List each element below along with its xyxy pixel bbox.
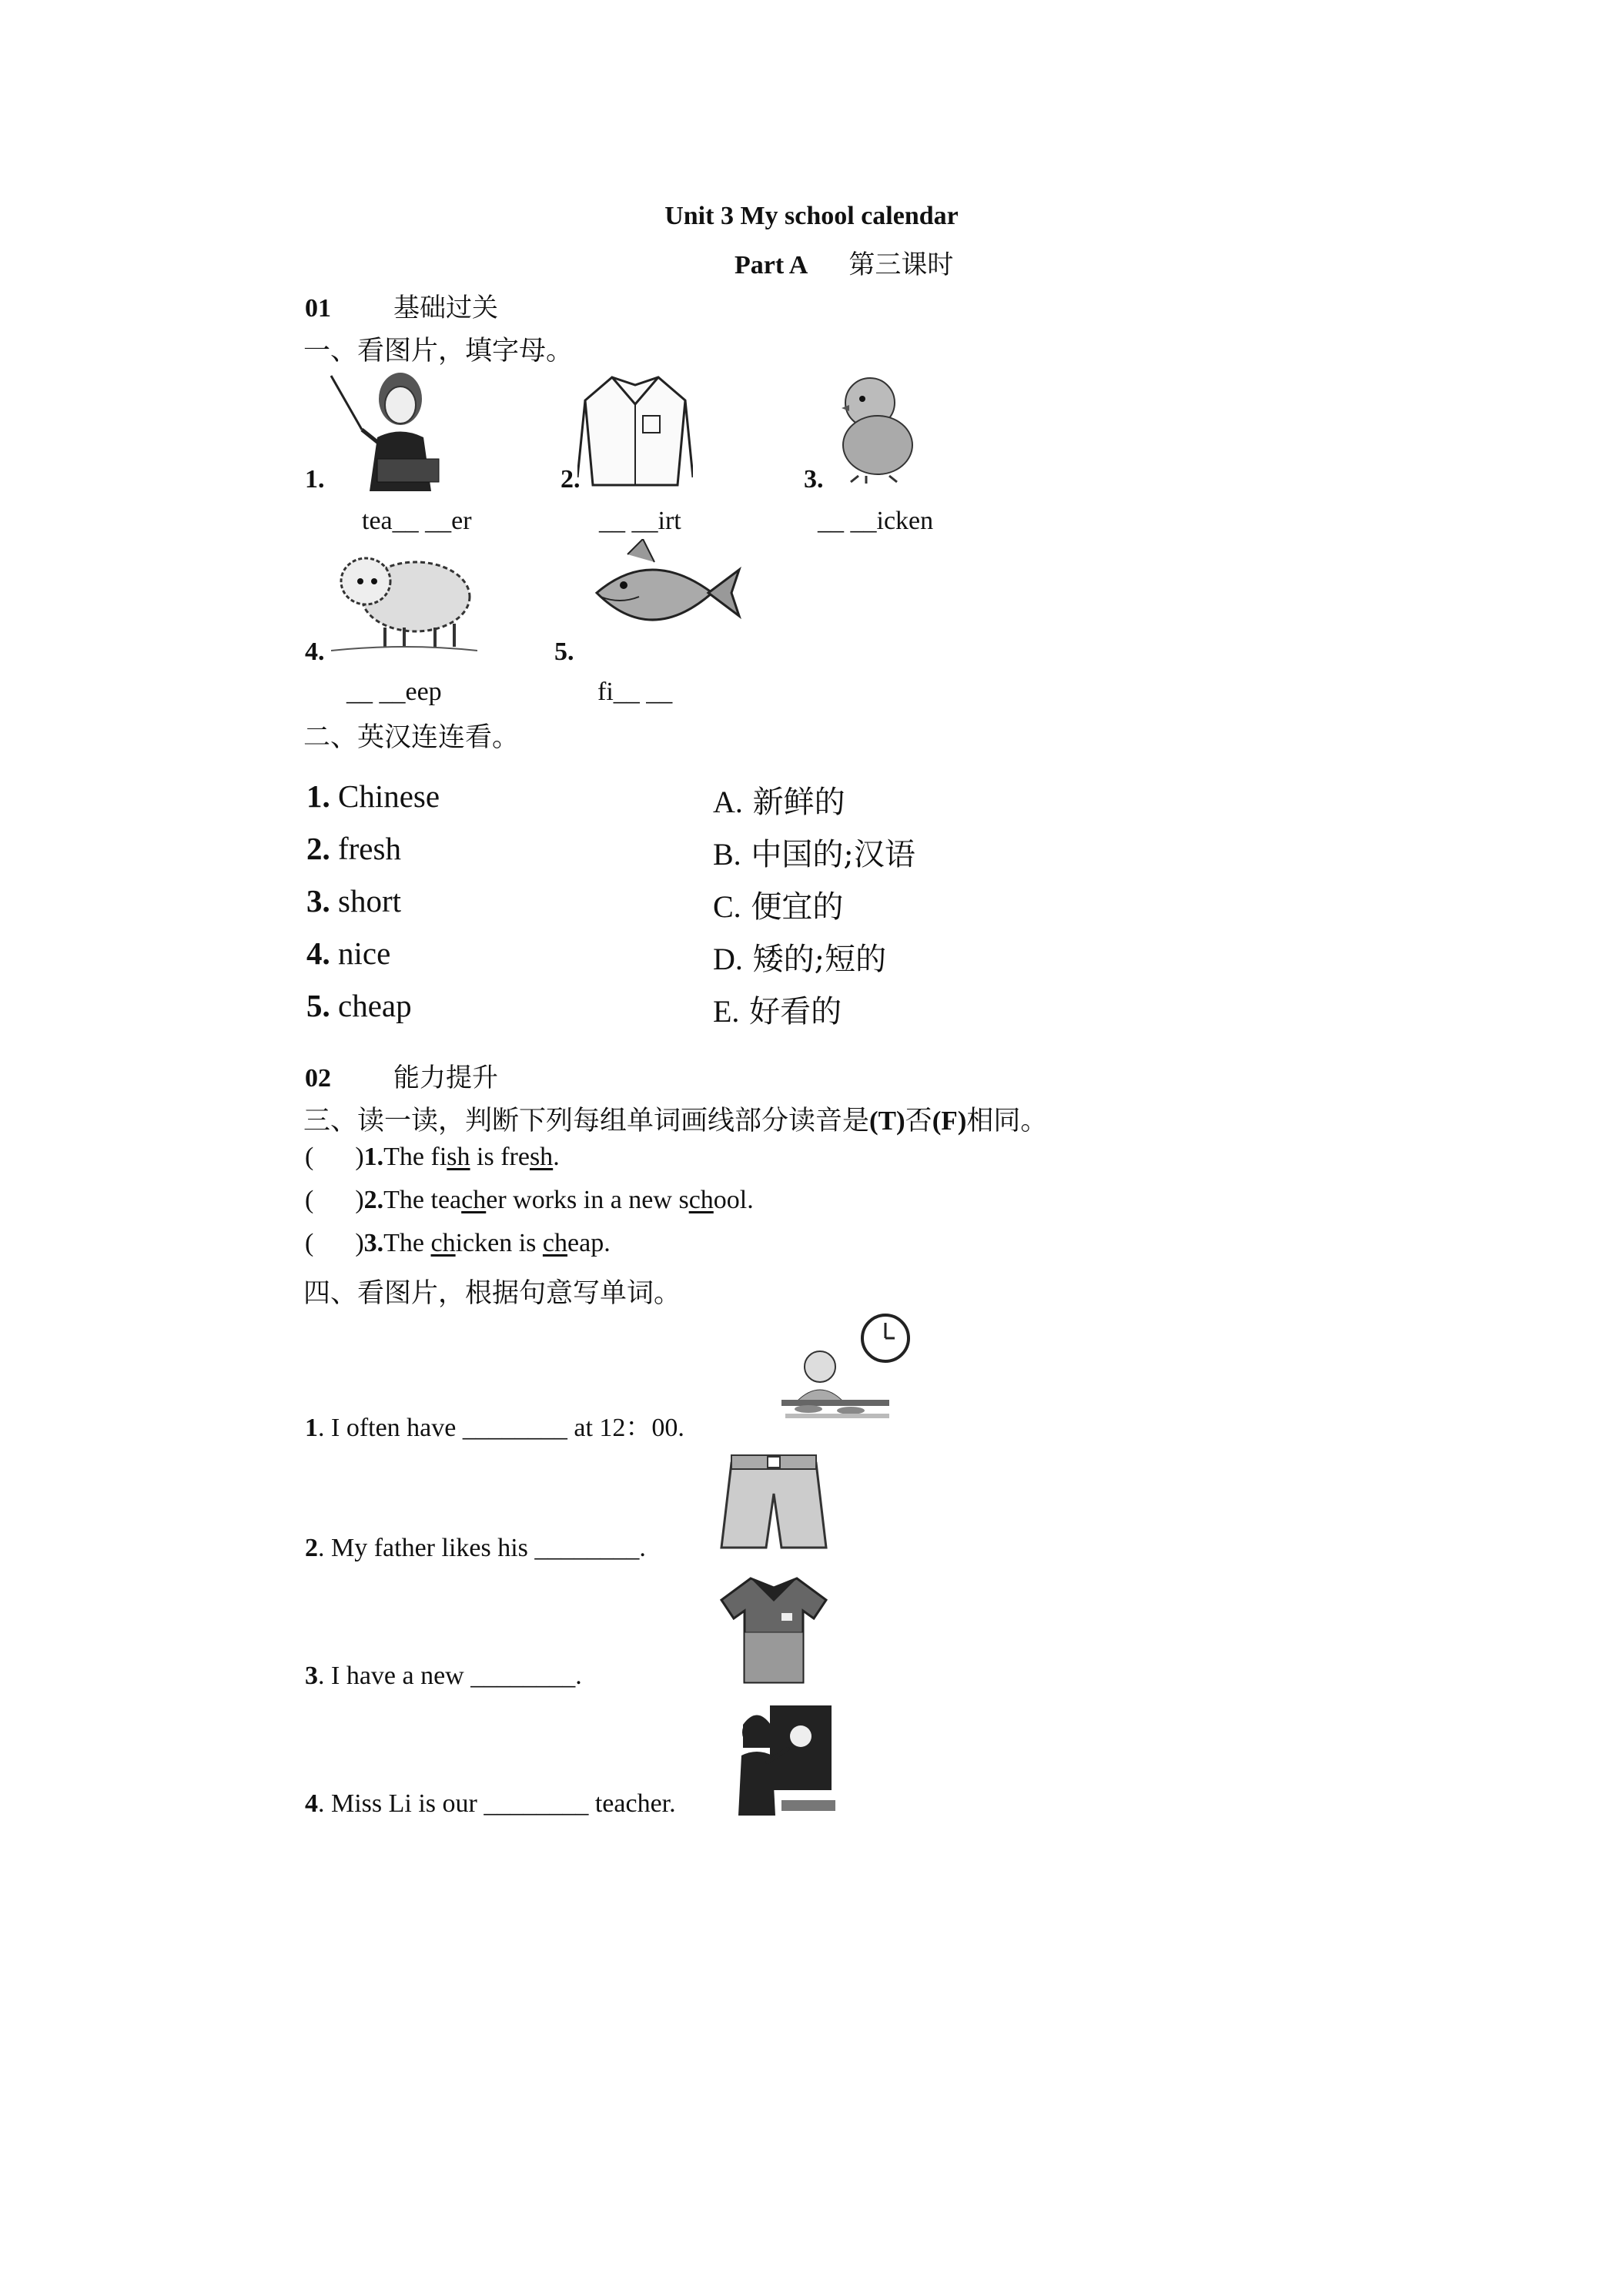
match-right-e: E. 好看的 (713, 994, 842, 1029)
match-left-3: 3. short (306, 883, 401, 919)
section-number: 02 (305, 1064, 331, 1093)
section-02 (305, 1056, 498, 1094)
q3-heading: 三、读一读，判断下列每组单词画线部分读音是(T)否(F)相同。 (303, 1106, 1048, 1136)
q1-item-4-blank: __ __eep (346, 678, 442, 706)
q1-item-5-blank: fi__ __ (597, 678, 673, 706)
sheep-picture (331, 539, 477, 654)
q1-item-1-number: 1. (305, 465, 325, 494)
q4-item-3: 3. I have a new ________. (305, 1662, 582, 1690)
q1-item-3-number: 3. (804, 465, 824, 494)
q3-item-1: ( )1.The fish is fresh. (305, 1143, 560, 1171)
match-right-b: B. 中国的;汉语 (713, 837, 915, 872)
q1-item-3-blank: __ __icken (818, 507, 934, 535)
q4-item-4: 4. Miss Li is our ________ teacher. (305, 1789, 676, 1818)
match-right-d: D. 矮的;短的 (713, 942, 887, 977)
shirt-picture (577, 370, 693, 493)
page-title: Unit 3 My school calendar (664, 202, 959, 230)
part-label: Part A (735, 251, 808, 279)
shorts-picture (720, 1448, 828, 1555)
q1-item-2-blank: __ __irt (599, 507, 681, 535)
match-left-1: 1. Chinese (306, 778, 440, 814)
q1-item-2-number: 2. (561, 465, 581, 494)
section-label: 基础过关 (393, 293, 498, 323)
q4-heading: 四、看图片，根据句意写单词。 (303, 1278, 681, 1309)
section-01 (305, 286, 498, 324)
section-label: 能力提升 (393, 1063, 498, 1093)
lesson-label: 第三课时 (848, 249, 954, 280)
match-left-4: 4. nice (306, 935, 391, 971)
q1-item-1-blank: tea__ __er (362, 507, 472, 535)
teacher-picture (323, 368, 470, 491)
match-left-2: 2. fresh (306, 831, 401, 866)
q4-item-1: 1. I often have ________ at 12：00. (305, 1414, 684, 1442)
q1-item-5-number: 5. (554, 638, 574, 666)
q1-heading: 一、看图片，填字母。 (303, 336, 574, 366)
teacher-board-picture (735, 1702, 835, 1817)
tshirt-picture (720, 1571, 828, 1686)
match-right-c: C. 便宜的 (713, 889, 844, 925)
q1-item-4-number: 4. (305, 638, 325, 666)
lunch-clock-picture (778, 1309, 916, 1424)
page-subtitle (735, 243, 953, 281)
match-right-a: A. 新鲜的 (713, 785, 845, 820)
q3-item-2: ( )2.The teacher works in a new school. (305, 1186, 754, 1214)
q4-item-2: 2. My father likes his ________. (305, 1534, 646, 1562)
match-left-5: 5. cheap (306, 988, 412, 1023)
chicken-picture (828, 368, 920, 484)
q2-heading: 二、英汉连连看。 (303, 722, 520, 753)
fish-picture (581, 539, 743, 654)
section-number: 01 (305, 294, 331, 323)
q3-item-3: ( )3.The chicken is cheap. (305, 1229, 611, 1257)
